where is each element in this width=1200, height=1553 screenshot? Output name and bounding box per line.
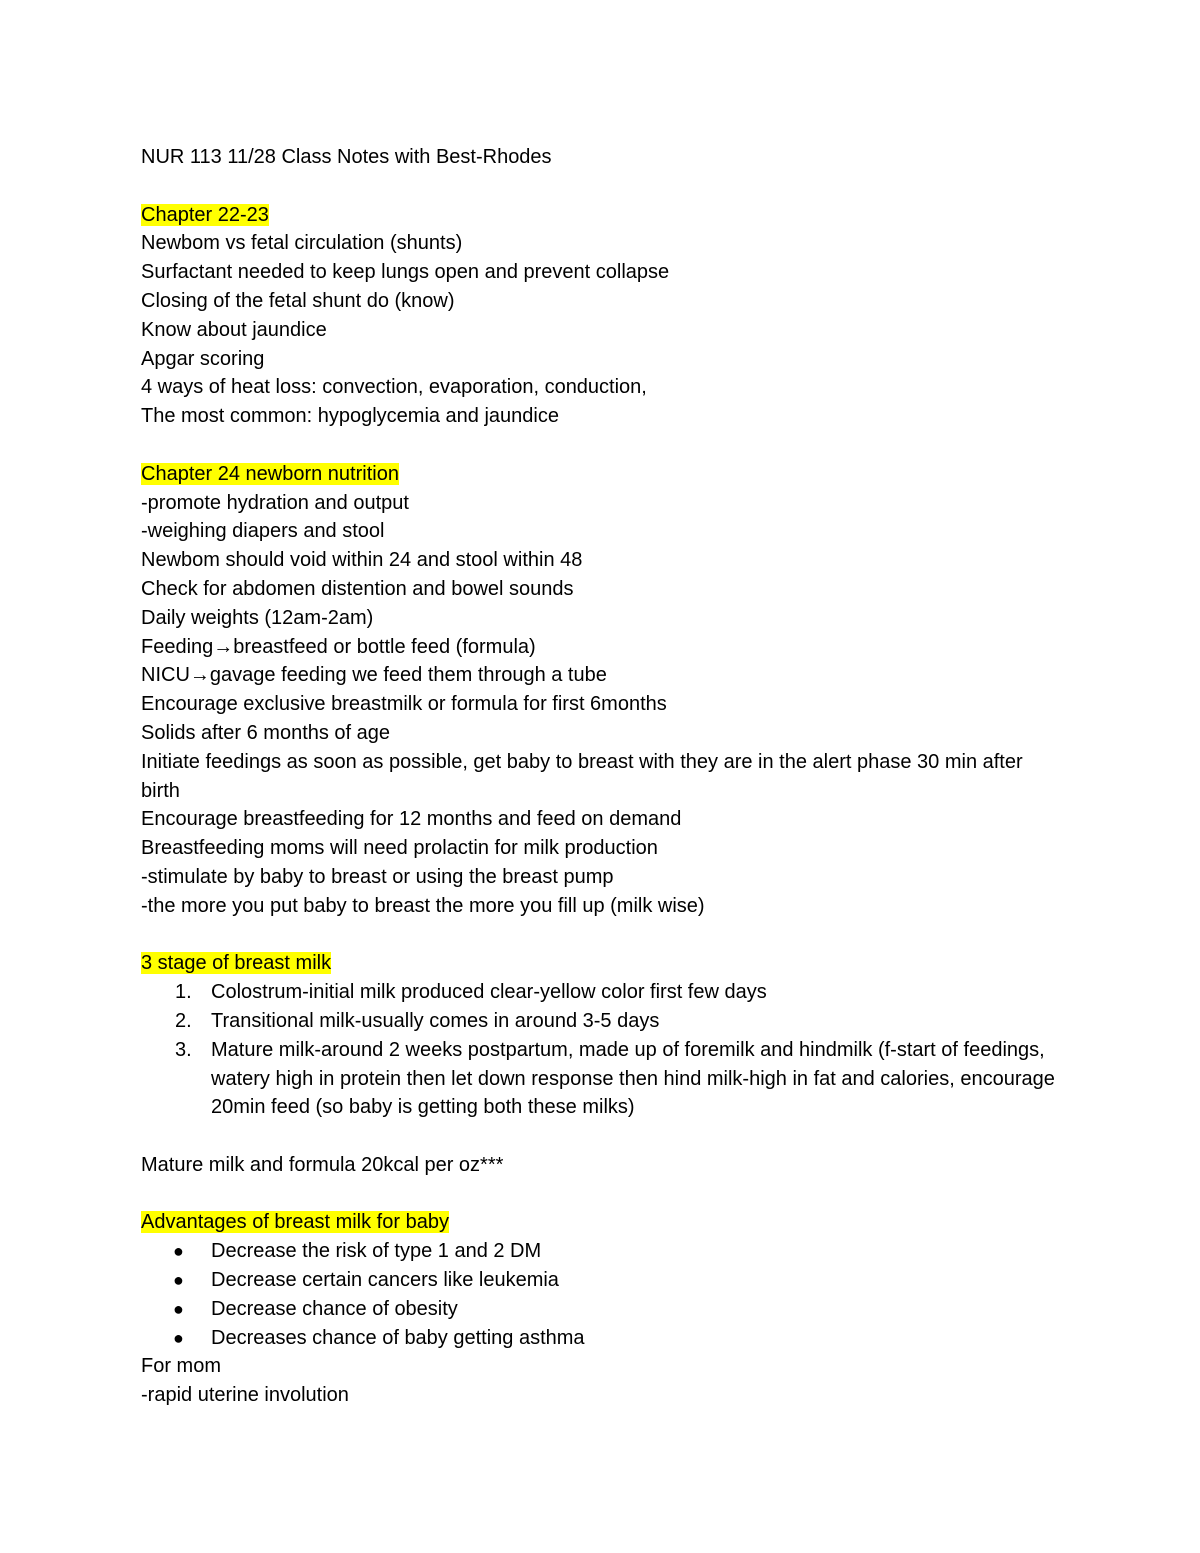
bullet-icon: ● <box>173 1327 184 1348</box>
note-line: Solids after 6 months of age <box>141 721 391 744</box>
nicu-label: NICU <box>141 664 190 687</box>
note-line: Newbom vs fetal circulation (shunts) <box>141 232 463 255</box>
list-number: 2. <box>175 1009 192 1032</box>
note-line: Daily weights (12am-2am) <box>141 606 374 629</box>
list-item <box>141 1324 1061 1353</box>
list-item-text: Decreases chance of baby getting asthma <box>211 1326 585 1349</box>
note-line: Mature milk and formula 20kcal per oz*** <box>141 1153 504 1176</box>
note-line: Breastfeeding moms will need prolactin for milk production <box>141 837 658 860</box>
note-line: Know about jaundice <box>141 318 327 341</box>
note-line: Apgar scoring <box>141 347 265 370</box>
right-arrow-icon: → <box>189 664 210 687</box>
note-line: Surfactant needed to keep lungs open and prevent collapse <box>141 261 670 284</box>
note-line: Newbom should void within 24 and stool within 48 <box>141 549 583 572</box>
nicu-text: gavage feeding we feed them through a tube <box>209 664 607 687</box>
list-item-text: Transitional milk-usually comes in around 3-5 days <box>211 1009 660 1032</box>
note-line: Encourage exclusive breastmilk or formula for first 6months <box>141 693 667 716</box>
note-line: Check for abdomen distention and bowel sounds <box>141 577 574 600</box>
section-heading-advantages: Advantages of breast milk for baby <box>141 1211 449 1234</box>
list-item <box>141 978 1061 1007</box>
spacer <box>141 1180 1061 1209</box>
list-item-text: Decrease chance of obesity <box>211 1297 458 1320</box>
note-line: The most common: hypoglycemia and jaundice <box>141 405 559 428</box>
note-line: Encourage breastfeeding for 12 months and feed on demand <box>141 808 682 831</box>
list-item-text: Mature milk-around 2 weeks postpartum, made up of foremilk and hindmilk (f-start of feedings, watery high in protein then let down response then hind milk-high in fat and calories, encourage 20min feed (so baby is getting both these milks) <box>211 1038 1055 1119</box>
note-line: Closing of the fetal shunt do (know) <box>141 289 455 312</box>
right-arrow-icon: → <box>213 635 234 658</box>
list-item <box>141 1266 1061 1295</box>
note-line: Initiate feedings as soon as possible, get baby to breast with they are in the alert phase 30 min after birth <box>141 750 1023 802</box>
bullet-icon: ● <box>173 1241 184 1262</box>
note-line: 4 ways of heat loss: convection, evaporation, conduction, <box>141 376 647 399</box>
list-item-text: Decrease the risk of type 1 and 2 DM <box>211 1240 542 1263</box>
list-item <box>141 1295 1061 1324</box>
feeding-text: breastfeed or bottle feed (formula) <box>233 635 536 658</box>
section-heading-breast-milk-stages: 3 stage of breast milk <box>141 952 332 975</box>
spacer <box>141 1122 1061 1151</box>
note-line: -promote hydration and output <box>141 491 409 514</box>
spacer <box>141 431 1061 460</box>
list-item-text: Decrease certain cancers like leukemia <box>211 1269 559 1292</box>
document-title: NUR 113 11/28 Class Notes with Best-Rhodes <box>141 146 552 168</box>
section-heading-chapter-24: Chapter 24 newborn nutrition <box>141 462 399 485</box>
note-line: -weighing diapers and stool <box>141 520 385 543</box>
list-item <box>141 1237 1061 1266</box>
spacer <box>141 921 1061 950</box>
section-heading-chapter-22-23: Chapter 22-23 <box>141 203 269 226</box>
spacer <box>141 172 1061 201</box>
document-page <box>141 143 1061 1410</box>
list-number: 1. <box>175 981 192 1004</box>
list-item-text: Colostrum-initial milk produced clear-yellow color first few days <box>211 981 767 1004</box>
note-line-feeding <box>141 633 1061 662</box>
list-item <box>141 1007 1061 1036</box>
bullet-list <box>141 1237 1061 1352</box>
note-line-nicu <box>141 661 1061 690</box>
bullet-icon: ● <box>173 1270 184 1291</box>
list-item <box>141 1036 1061 1122</box>
note-line: -rapid uterine involution <box>141 1384 349 1407</box>
note-line: -stimulate by baby to breast or using the breast pump <box>141 865 614 888</box>
feeding-label: Feeding <box>141 635 214 658</box>
numbered-list <box>141 978 1061 1122</box>
note-line: For mom <box>141 1355 221 1378</box>
bullet-icon: ● <box>173 1298 184 1319</box>
note-line: -the more you put baby to breast the more you fill up (milk wise) <box>141 894 705 917</box>
list-number: 3. <box>175 1038 192 1061</box>
